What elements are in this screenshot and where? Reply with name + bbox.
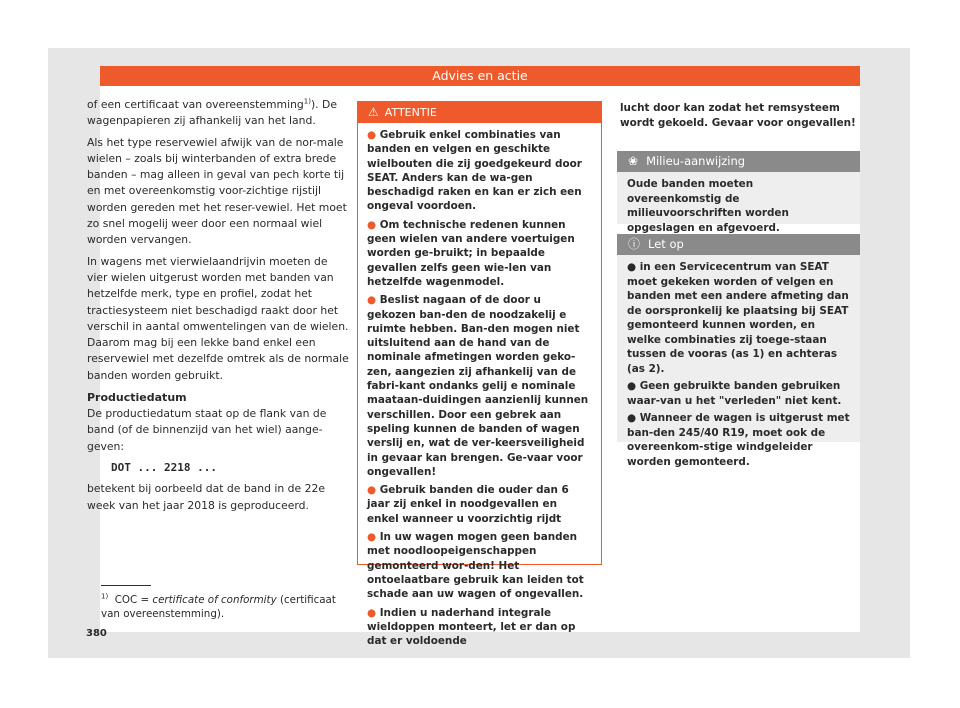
bullet-icon: ● [367, 218, 380, 231]
warning-header [358, 102, 601, 123]
bullet-icon: ● [367, 294, 380, 307]
warning-continuation: lucht door kan zodat het remsysteem wordt gekoeld. Gevaar voor ongevallen! [620, 102, 856, 129]
paragraph-four-wheel-drive: In wagens met vierwielaandrijvin moeten de vier wielen uitgerust worden met banden van hetzelfde merk, type en profiel, zodat het tractiesysteem niet beschadigd raakt door het verschil in aantal omwentelingen van de wielen. Daarom mag bij een lekke band enkel een reservewiel met dezelfde omtrek als de normale banden worden gebruikt. [87, 254, 349, 382]
warning-box [357, 101, 602, 648]
note-item: ● Wanneer de wagen is uitgerust met ban-den 245/40 R19, moet ook de overeenkom-stige windgeleider worden gemonteerd. [627, 412, 850, 468]
flower-icon: ❀ [628, 154, 639, 168]
environment-text: Oude banden moeten overeenkomstig de milieuvoorschriften worden opgeslagen en afgevoerd. [627, 178, 789, 234]
warning-item: ● Indien u naderhand integrale wieldoppen monteert, let er dan op dat er voldoende [367, 606, 576, 648]
note-body [617, 255, 860, 469]
footnote-divider [101, 585, 151, 586]
info-icon: ⓘ [628, 237, 641, 251]
environment-box [617, 151, 860, 234]
dot-code: DOT ... 2218 ... [111, 460, 217, 474]
environment-title: Milieu-aanwijzing [646, 154, 746, 168]
warning-triangle-icon: ⚠ [368, 105, 379, 119]
footnote: $^{1)}$ COC = certificate of conformity (certificaat van overeenstemming). [101, 592, 336, 620]
environment-header [617, 151, 860, 172]
bullet-icon: ● [367, 606, 380, 619]
warning-item: ● Om technische redenen kunnen geen wielen van andere voertuigen worden ge-bruikt; in bepaalde gevallen zelfs geen wie-len van hetzelfde wagenmodel. [367, 218, 575, 288]
bullet-icon: ● [367, 129, 380, 141]
environment-body [617, 172, 860, 235]
paragraph-production-date: De productiedatum staat op de flank van de band (of de binnenzijd van het wiel) aange-geven: [87, 407, 327, 453]
note-item: ● in een Servicecentrum van SEAT moet gekeken worden of velgen en banden met een andere afmeting dan de oorspronkelij ke plaatsing bij SEAT gemonteerd kunnen worden, en welke combinaties zij toege-staan tussen de vooras (as 1) en achteras (as 2). [627, 261, 849, 375]
warning-item: ● Beslist nagaan of de door u gekozen ban-den de noodzakelij e ruimte hebben. Ban-den mogen niet uitsluitend aan de hand van de nominale afmetingen worden geko-zen, aangezien zij afhankelij van de fabri-kant ondanks gelij e nominale maataan-duidingen aanzienlij kunnen verschillen. Door een gebrek aan speling kunnen de banden of wagen verslij en, wat de ver-keersveiligheid in gevaar kan brengen. Ge-vaar voor ongevallen! [367, 294, 589, 478]
paragraph-certificate: of een certificaat van overeenstemming$^{1)}$). De wagenpapieren zij afhankelij van het land. [87, 97, 337, 128]
warning-item: ● In uw wagen mogen geen banden met noodloopeigenschappen gemonteerd wor-den! Het ontoelaatbare gebruik kan leiden tot schade aan uw wagen of ongevallen. [367, 531, 584, 601]
paragraph-example: betekent bij oorbeeld dat de band in de 22e week van het jaar 2018 is geproduceerd. [87, 482, 325, 512]
warning-item: ● Gebruik enkel combinaties van banden en velgen en geschikte wielbouten die zij goedgekeurd door SEAT. Anders kan de wa-gen beschadigd raken en kan er zich een ongeval voordoen. [367, 129, 582, 213]
bullet-icon: ● [367, 531, 380, 544]
page-number: 380 [86, 628, 107, 639]
warning-body [358, 123, 601, 648]
footnote-ref[interactable]: 1) [303, 97, 311, 106]
warning-title: ATTENTIE [384, 106, 437, 119]
note-box [617, 234, 860, 468]
paragraph-spare-wheel: Als het type reservewiel afwijk van de nor-male wielen – zoals bij winterbanden of extra brede banden – mag alleen in geval van pech korte tij en met overeenkomstig voor-zichtige rijstijl worden gereden met het reser-vewiel. Het moet zo snel mogelij weer door een normaal wiel worden vervangen. [87, 135, 347, 247]
left-column [87, 97, 349, 519]
note-header [617, 234, 860, 255]
warning-item: ● Gebruik banden die ouder dan 6 jaar zij enkel in noodgevallen en enkel wanneer u voorzichtig rijdt [367, 484, 569, 525]
note-item: ● Geen gebruikte banden gebruiken waar-van u het "verleden" niet kent. [627, 380, 842, 407]
bullet-icon: ● [367, 484, 380, 497]
section-header: Advies en actie [100, 66, 860, 86]
note-title: Let op [648, 237, 684, 251]
heading-production-date: Productiedatum [87, 391, 187, 405]
